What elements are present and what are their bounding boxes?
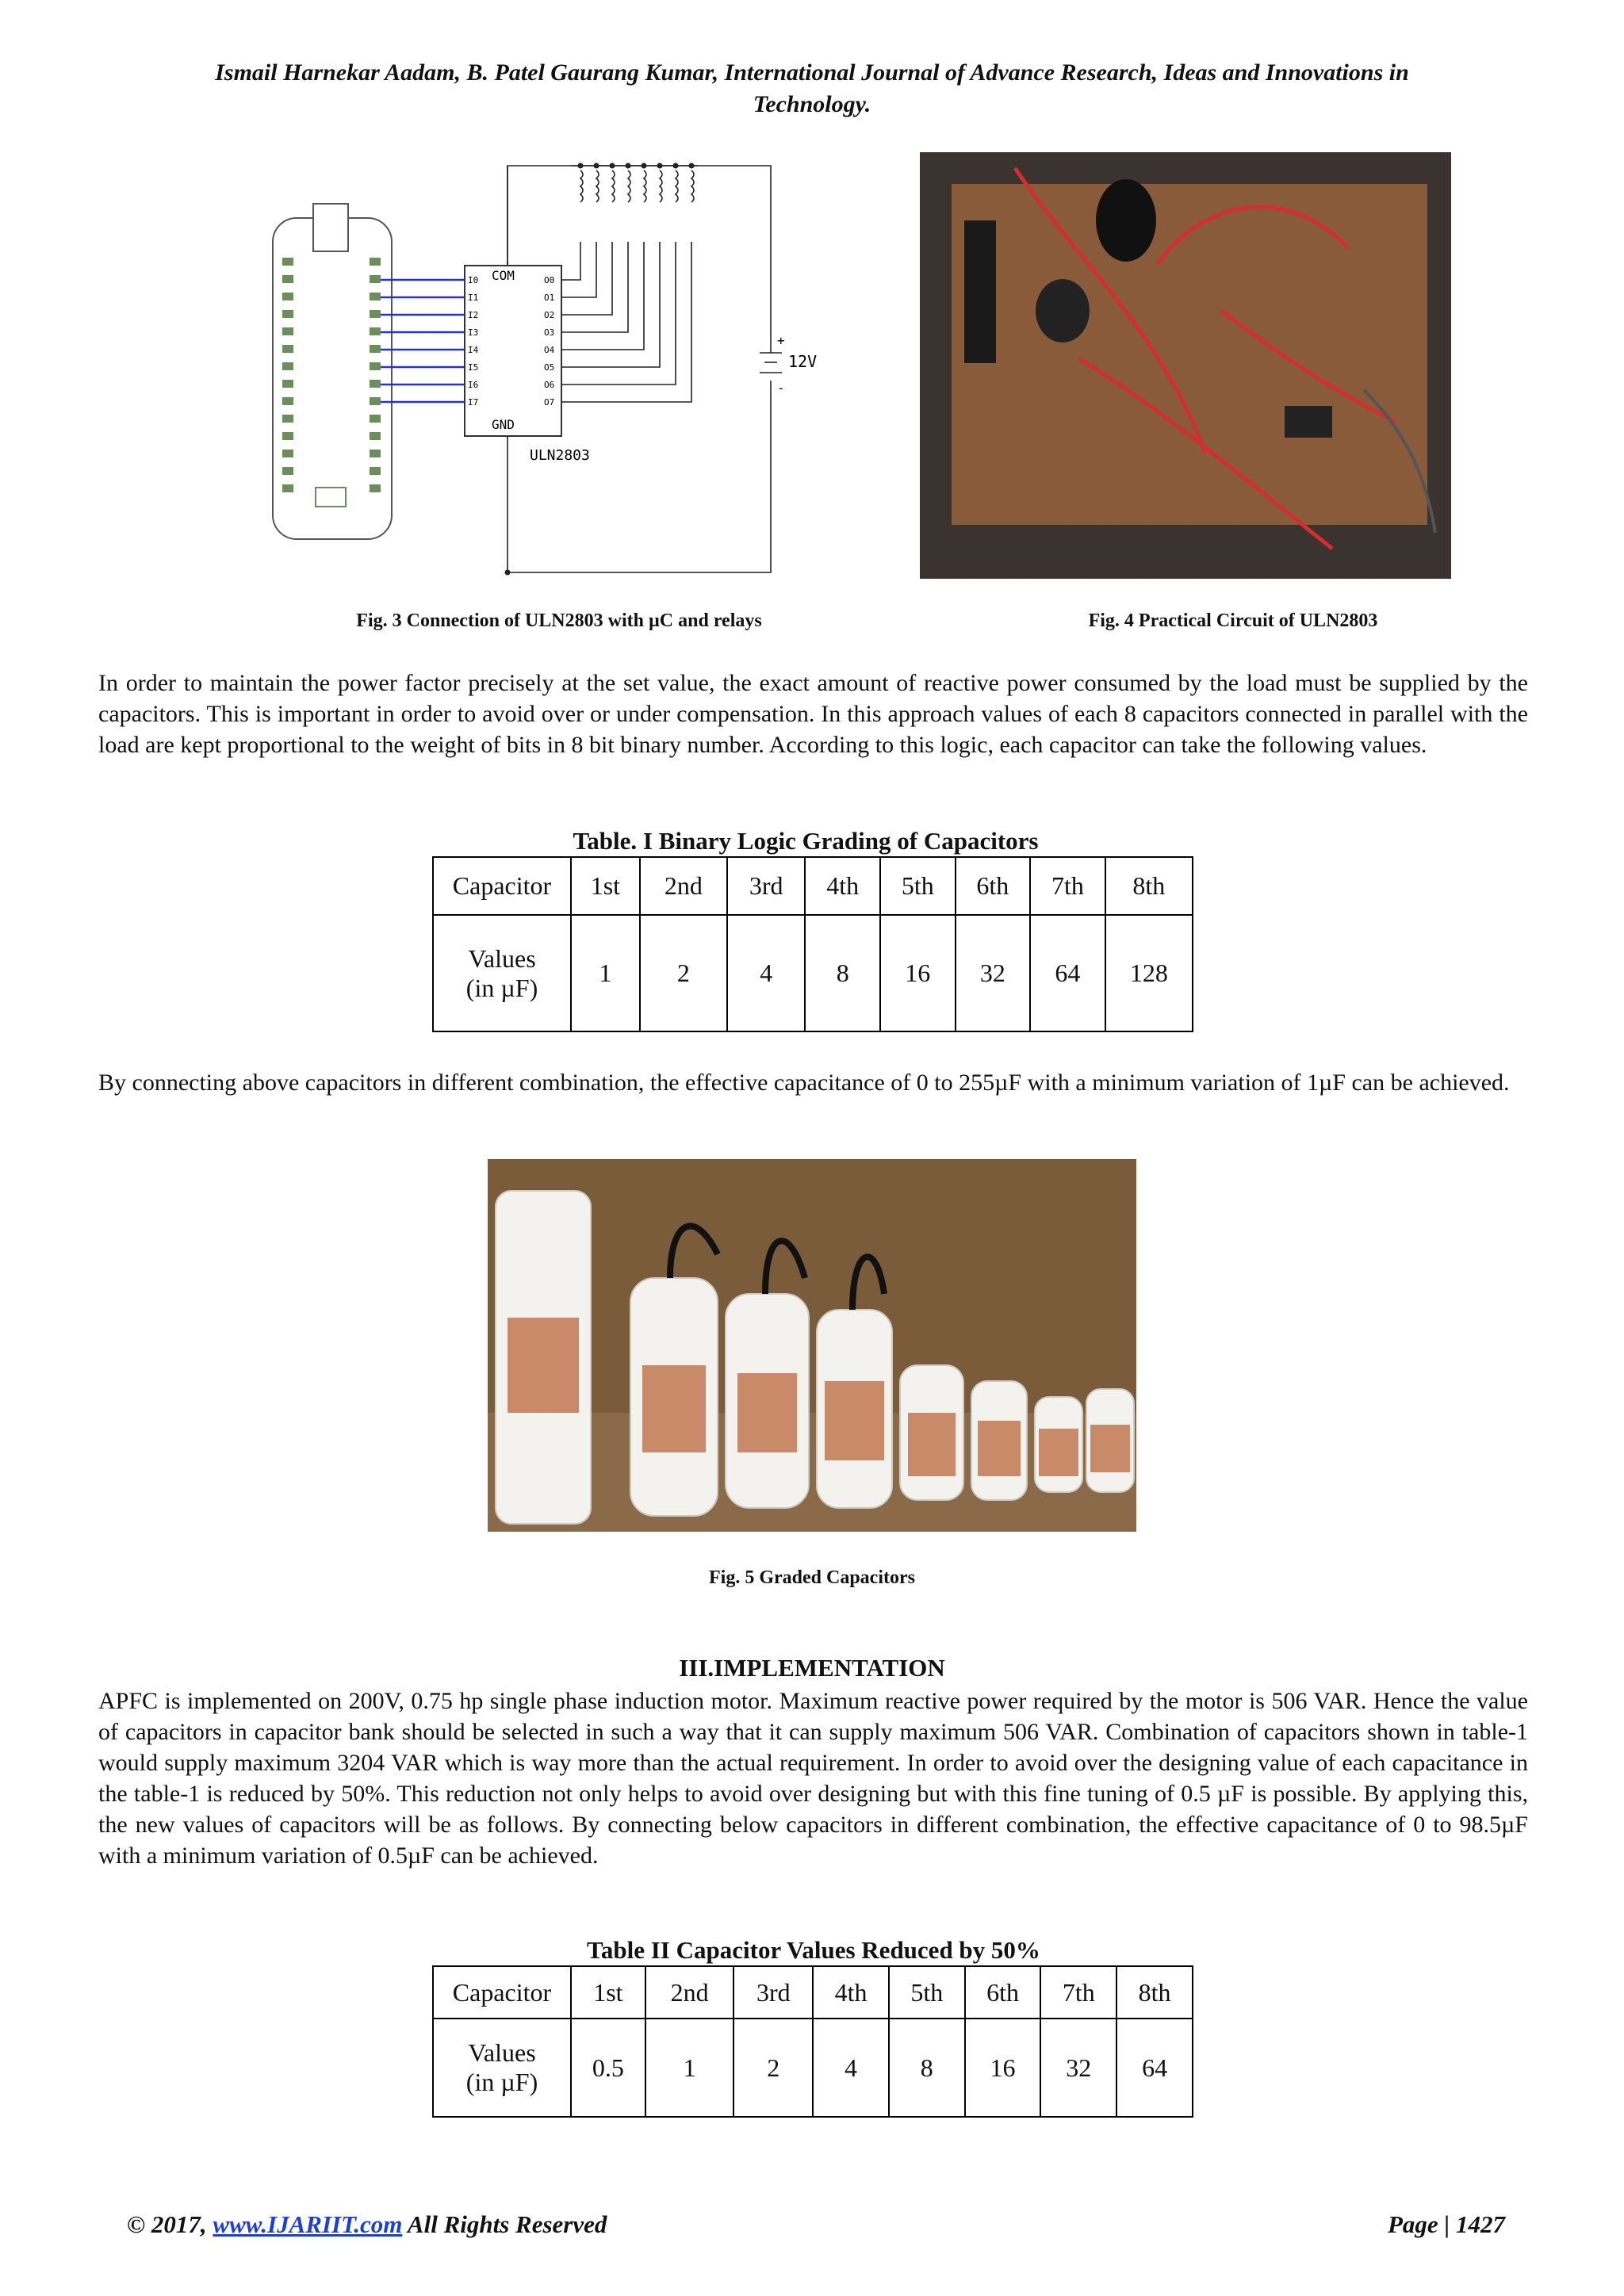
svg-text:I3: I3: [468, 327, 479, 338]
svg-text:I4: I4: [468, 345, 479, 355]
svg-text:O6: O6: [544, 380, 555, 390]
svg-text:I0: I0: [468, 275, 479, 285]
table2-values-row: Values (in µF) 0.5 1 2 4 8 16 32 64: [433, 2019, 1193, 2117]
usb-connector: [313, 204, 348, 251]
gnd-label: GND: [492, 417, 515, 432]
svg-text:I1: I1: [468, 293, 479, 303]
fig3-schematic: [270, 155, 818, 583]
paragraph-3: APFC is implemented on 200V, 0.75 hp single phase induction motor. Maximum reactive power required by the motor is 506 VAR. Hence the value of capacitors in capacitor bank should be selected in such a way that it can supply maximum 506 VAR. Combination of capacitors shown in table-1 would supply maximum 3204 VAR which is way more than the actual requirement. In order to avoid over the designing value of each capacitance in the table-1 is reduced by 50%. This reduction not only helps to avoid over designing but with this fine tuning of 0.5 µF is possible. By applying this, the new values of capacitors will be as follows. By connecting below capacitors in different combination, the effective capacitance of 0 to 98.5µF with a minimum variation of 0.5µF can be achieved.: [98, 1688, 1528, 1869]
table1-title: Table. I Binary Logic Grading of Capacitors: [573, 827, 1039, 855]
paragraph-2: By connecting above capacitors in different combination, the effective capacitance of 0 to 255µF with a minimum variation of 1µF can be achieved.: [98, 1070, 1510, 1096]
table2-header-row: Capacitor 1st 2nd 3rd 4th 5th 6th 7th 8th: [433, 1966, 1193, 2019]
running-header: [103, 57, 1521, 121]
chip-label: ULN2803: [530, 447, 590, 464]
svg-text:O5: O5: [544, 362, 555, 373]
journal-link[interactable]: www.IJARIIT.com: [213, 2210, 403, 2238]
header-line-2: Technology.: [753, 91, 871, 117]
svg-text:O0: O0: [544, 275, 555, 285]
fig4-caption: Fig. 4 Practical Circuit of ULN2803: [1088, 610, 1378, 631]
fig5-caption: Fig. 5 Graded Capacitors: [709, 1567, 915, 1588]
fig3-caption: Fig. 3 Connection of ULN2803 with µC and relays: [356, 610, 762, 631]
table1-row-head: Capacitor: [433, 857, 571, 915]
svg-text:O3: O3: [544, 327, 555, 338]
svg-text:I2: I2: [468, 310, 479, 320]
signal-wires: [381, 280, 465, 402]
fig4-photo: [920, 152, 1451, 579]
table2-values-head: Values (in µF): [433, 2019, 571, 2117]
table1: [432, 856, 1193, 1032]
supply-label: 12V: [788, 352, 818, 371]
svg-text:O4: O4: [544, 345, 555, 355]
table2: [432, 1965, 1193, 2118]
svg-text:O2: O2: [544, 310, 555, 320]
relay-coils: [580, 170, 694, 202]
footer-copyright: [127, 2210, 607, 2239]
table2-row-head: Capacitor: [433, 1966, 571, 2019]
uln2803-schematic-svg: [270, 155, 818, 583]
section-heading: III.IMPLEMENTATION: [679, 1654, 945, 1682]
table2-title: Table II Capacitor Values Reduced by 50%: [587, 1936, 1040, 1964]
plus-label: +: [777, 333, 785, 348]
circuit-photo-svg: [920, 152, 1451, 579]
capacitors-photo-svg: [488, 1159, 1136, 1532]
svg-text:I5: I5: [468, 362, 479, 373]
svg-text:I6: I6: [468, 380, 479, 390]
paragraph-1: In order to maintain the power factor precisely at the set value, the exact amount of reactive power consumed by the load must be supplied by the capacitors. This is important in order to avoid over or under compensation. In this approach values of each 8 capacitors connected in parallel with the load are kept proportional to the weight of bits in 8 bit binary number. According to this logic, each capacitor can take the following values.: [98, 670, 1528, 758]
minus-label: -: [777, 381, 785, 396]
table1-header-row: Capacitor 1st 2nd 3rd 4th 5th 6th 7th 8th: [433, 857, 1193, 915]
svg-text:O1: O1: [544, 293, 555, 303]
page-number: Page | 1427: [1387, 2210, 1505, 2238]
com-label: COM: [492, 268, 515, 283]
copyright-text: © 2017,: [127, 2210, 207, 2238]
table1-values-head: Values (in µF): [433, 915, 571, 1031]
header-line-1: Ismail Harnekar Aadam, B. Patel Gaurang Kumar, International Journal of Advance Research, Ideas and Innovations in: [215, 59, 1409, 86]
table1-values-row: Values (in µF) 1 2 4 8 16 32 64 128: [433, 915, 1193, 1031]
svg-text:I7: I7: [468, 397, 479, 408]
svg-text:O7: O7: [544, 397, 555, 408]
rights-text: All Rights Reserved: [407, 2210, 607, 2238]
fig5-photo: [488, 1159, 1136, 1532]
